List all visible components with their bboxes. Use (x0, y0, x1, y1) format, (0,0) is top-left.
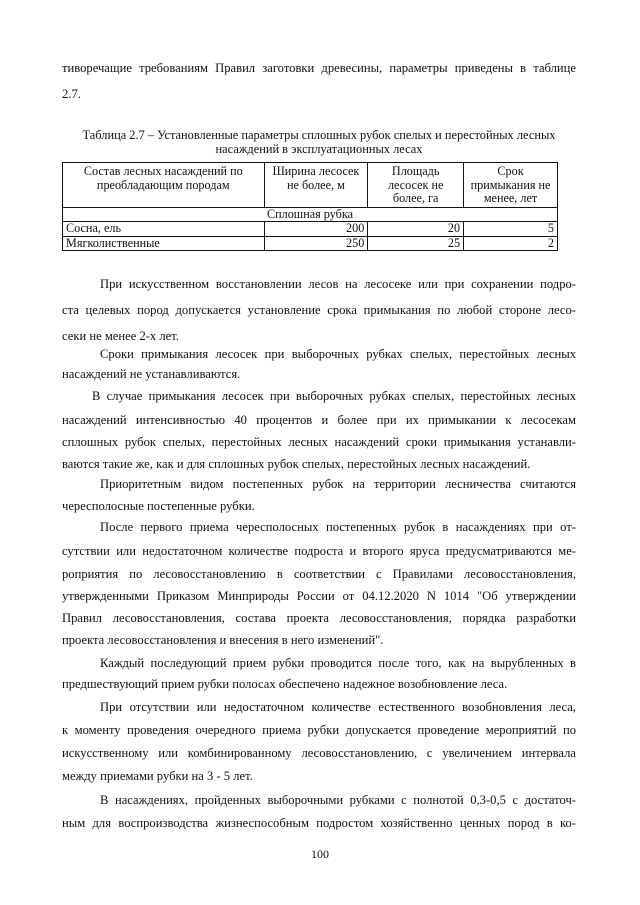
row-width: 200 (264, 222, 368, 237)
paragraph-line: насаждений интенсивностью 40 процентов и более при их примыкании к лесосекам (62, 413, 576, 427)
paragraph-line: Приоритетным видом постепенных рубок на территории лесничества считаются (100, 477, 576, 491)
paragraph-line: При искусственном восстановлении лесов на лесосеке или при сохранении подро- (100, 277, 576, 291)
row-area: 25 (368, 236, 464, 251)
header-width: Ширина лесосек не более, м (264, 163, 368, 208)
paragraph-line: Каждый последующий прием рубки проводится после того, как на вырубленных в (100, 656, 576, 670)
header-composition: Состав лесных насаждений по преобладающим породам (63, 163, 265, 208)
row-term: 2 (464, 236, 558, 251)
row-name: Мягколиственные (63, 236, 265, 251)
paragraph-line: сутствии или недостаточном количестве подроста и второго яруса предусматриваются ме- (62, 544, 576, 558)
paragraph-line: ста целевых пород допускается установление срока примыкания по любой стороне лесо- (62, 303, 576, 317)
paragraph-line: При отсутствии или недостаточном количестве естественного возобновления леса, (100, 700, 576, 714)
intro-line-2: 2.7. (62, 87, 81, 101)
paragraph-line: В насаждениях, пройденных выборочными рубками с полнотой 0,3-0,5 с достаточ- (100, 793, 576, 807)
header-area: Площадь лесосек не более, га (368, 163, 464, 208)
row-width: 250 (264, 236, 368, 251)
row-name: Сосна, ель (63, 222, 265, 237)
section-label: Сплошная рубка (63, 207, 558, 222)
intro-line-1: тиворечащие требованиям Правил заготовки древесины, параметры приведены в таблице (62, 61, 576, 75)
paragraph-line: утвержденными Приказом Минприроды России от 04.12.2020 N 1014 "Об утверждении (62, 589, 576, 603)
paragraph-line: предшествующий прием рубки полосах обеспечено надежное возобновление леса. (62, 677, 508, 691)
paragraph-line: ваются такие же, как и для сплошных рубок спелых, перестойных лесных насаждений. (62, 457, 531, 471)
table-row (63, 236, 558, 251)
paragraph-line: После первого приема чересполосных постепенных рубок в насаждениях при от- (100, 520, 576, 534)
paragraph-line: к моменту проведения очередного приема рубки допускается проведение мероприятий по (62, 723, 576, 737)
paragraph-line: ным для воспроизводства жизнеспособным подростом хозяйственно ценных пород в ко- (62, 816, 576, 830)
paragraph-line: В случае примыкания лесосек при выборочных рубках спелых, перестойных лесных (92, 389, 576, 403)
table-caption-line-1: Таблица 2.7 – Установленные параметры сплошных рубок спелых и перестойных лесных (82, 128, 556, 142)
table-caption-line-2: насаждений в эксплуатационных лесах (215, 142, 423, 156)
table-section-row (63, 207, 558, 222)
row-area: 20 (368, 222, 464, 237)
header-term: Срок примыкания не менее, лет (464, 163, 558, 208)
paragraph-line: насаждений не устанавливаются. (62, 367, 241, 381)
table-header-row (63, 163, 558, 208)
parameters-table (62, 162, 558, 251)
paragraph-line: сплошных рубок спелых, перестойных лесных насаждений сроки примыкания устанавли- (62, 435, 576, 449)
paragraph-line: искусственному или комбинированному лесовосстановлению, с увеличением интервала (62, 746, 576, 760)
page-number: 100 (311, 847, 329, 861)
table-row (63, 222, 558, 237)
paragraph-line: проекта лесовосстановления и внесения в него изменений". (62, 633, 384, 647)
paragraph-line: секи не менее 2-х лет. (62, 329, 179, 343)
paragraph-line: роприятия по лесовосстановлению в соответствии с Правилами лесовосстановления, (62, 567, 576, 581)
paragraph-line: Сроки примыкания лесосек при выборочных рубках спелых, перестойных лесных (100, 347, 576, 361)
paragraph-line: Правил лесовосстановления, состава проекта лесовосстановления, порядка разработки (62, 611, 576, 625)
paragraph-line: между приемами рубки на 3 - 5 лет. (62, 769, 253, 783)
paragraph-line: чересполосные постепенные рубки. (62, 499, 255, 513)
row-term: 5 (464, 222, 558, 237)
